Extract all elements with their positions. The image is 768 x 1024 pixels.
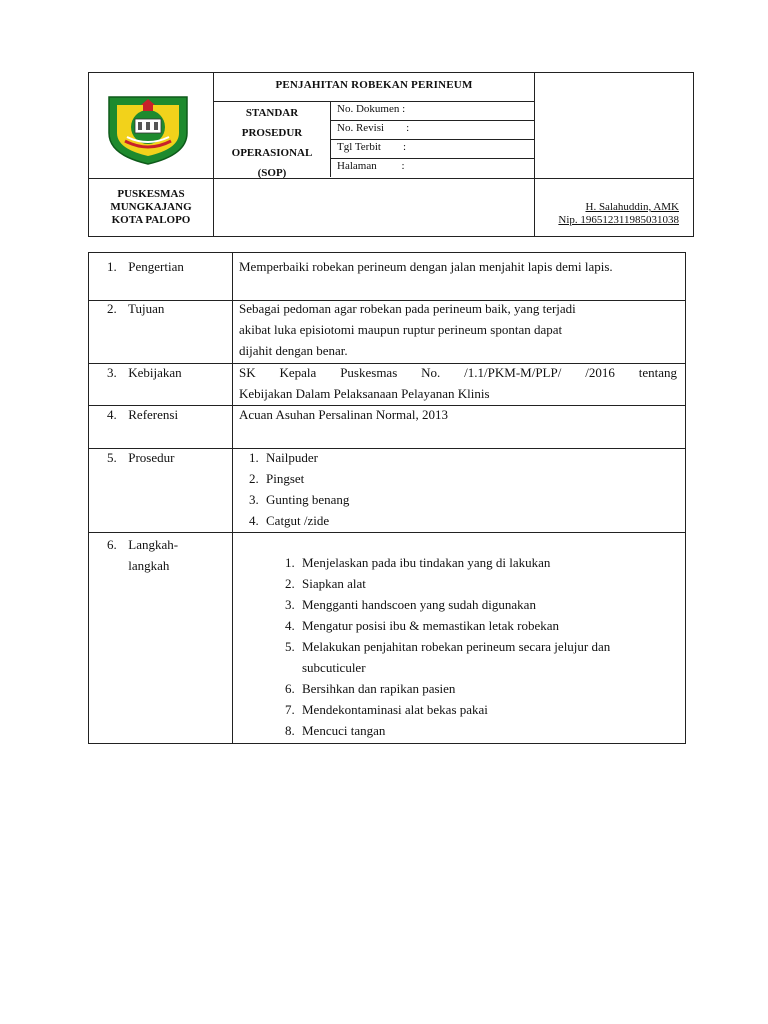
signer-nip: Nip. 196512311985031038 <box>558 214 679 226</box>
label-prosedur: 5. Prosedur <box>107 450 175 465</box>
list-item: 3. Mengganti handscoen yang sudah digunakan <box>285 597 536 612</box>
list-item: 8. Mencuci tangan <box>285 723 386 738</box>
list-item: 2. Siapkan alat <box>285 576 366 591</box>
list-item: 4. Mengatur posisi ibu & memastikan letak robekan <box>285 618 560 633</box>
organization-name: PUSKESMAS MUNGKAJANG KOTA PALOPO <box>110 188 192 226</box>
list-item: 4. Catgut /zide <box>249 513 330 528</box>
text-pengertian: Memperbaiki robekan perineum dengan jalan menjahit lapis demi lapis. <box>239 259 613 274</box>
text-tujuan: Sebagai pedoman agar robekan pada perineum baik, yang terjadi akibat luka episiotomi maupun ruptur perineum spontan dapat dijahit dengan benar. <box>239 301 576 358</box>
puskesmas-emblem-logo <box>107 93 189 165</box>
label-pengertian: 1. Pengertian <box>107 259 184 274</box>
meta-tgl-terbit: Tgl Terbit : <box>337 141 406 153</box>
list-item: 5. Melakukan penjahitan robekan perineum secara jelujur dan <box>285 639 611 654</box>
sop-content-table <box>88 252 686 744</box>
label-langkah: 6. Langkah- langkah <box>107 537 179 573</box>
signer-name: H. Salahuddin, AMK <box>585 201 679 213</box>
list-item: 6. Bersihkan dan rapikan pasien <box>285 681 456 696</box>
list-item-continuation: subcuticuler <box>302 660 366 675</box>
list-item: 3. Gunting benang <box>249 492 350 507</box>
sop-type-label: STANDAR PROSEDUR OPERASIONAL (SOP) <box>231 107 313 179</box>
meta-no-dokumen: No. Dokumen : <box>337 103 406 115</box>
meta-halaman: Halaman : <box>337 160 405 172</box>
list-item: 7. Mendekontaminasi alat bekas pakai <box>285 702 488 717</box>
label-tujuan: 2. Tujuan <box>107 301 165 316</box>
sop-header <box>88 72 694 237</box>
prosedur-list <box>249 447 349 531</box>
sop-title: PENJAHITAN ROBEKAN PERINEUM <box>275 79 473 91</box>
list-item: 2. Pingset <box>249 471 305 486</box>
langkah-list <box>285 552 610 741</box>
label-kebijakan: 3. Kebijakan <box>107 365 182 380</box>
list-item: 1. Nailpuder <box>249 450 318 465</box>
text-referensi: Acuan Asuhan Persalinan Normal, 2013 <box>239 407 449 422</box>
signer-block <box>558 201 679 227</box>
list-item: 1. Menjelaskan pada ibu tindakan yang di lakukan <box>285 555 551 570</box>
label-referensi: 4. Referensi <box>107 407 179 422</box>
text-kebijakan: SK Kepala Puskesmas No. /1.1/PKM-M/PLP/ /2016 tentang Kebijakan Dalam Pelaksanaan Pelayanan Klinis <box>239 365 677 401</box>
meta-no-revisi: No. Revisi : <box>337 122 410 134</box>
